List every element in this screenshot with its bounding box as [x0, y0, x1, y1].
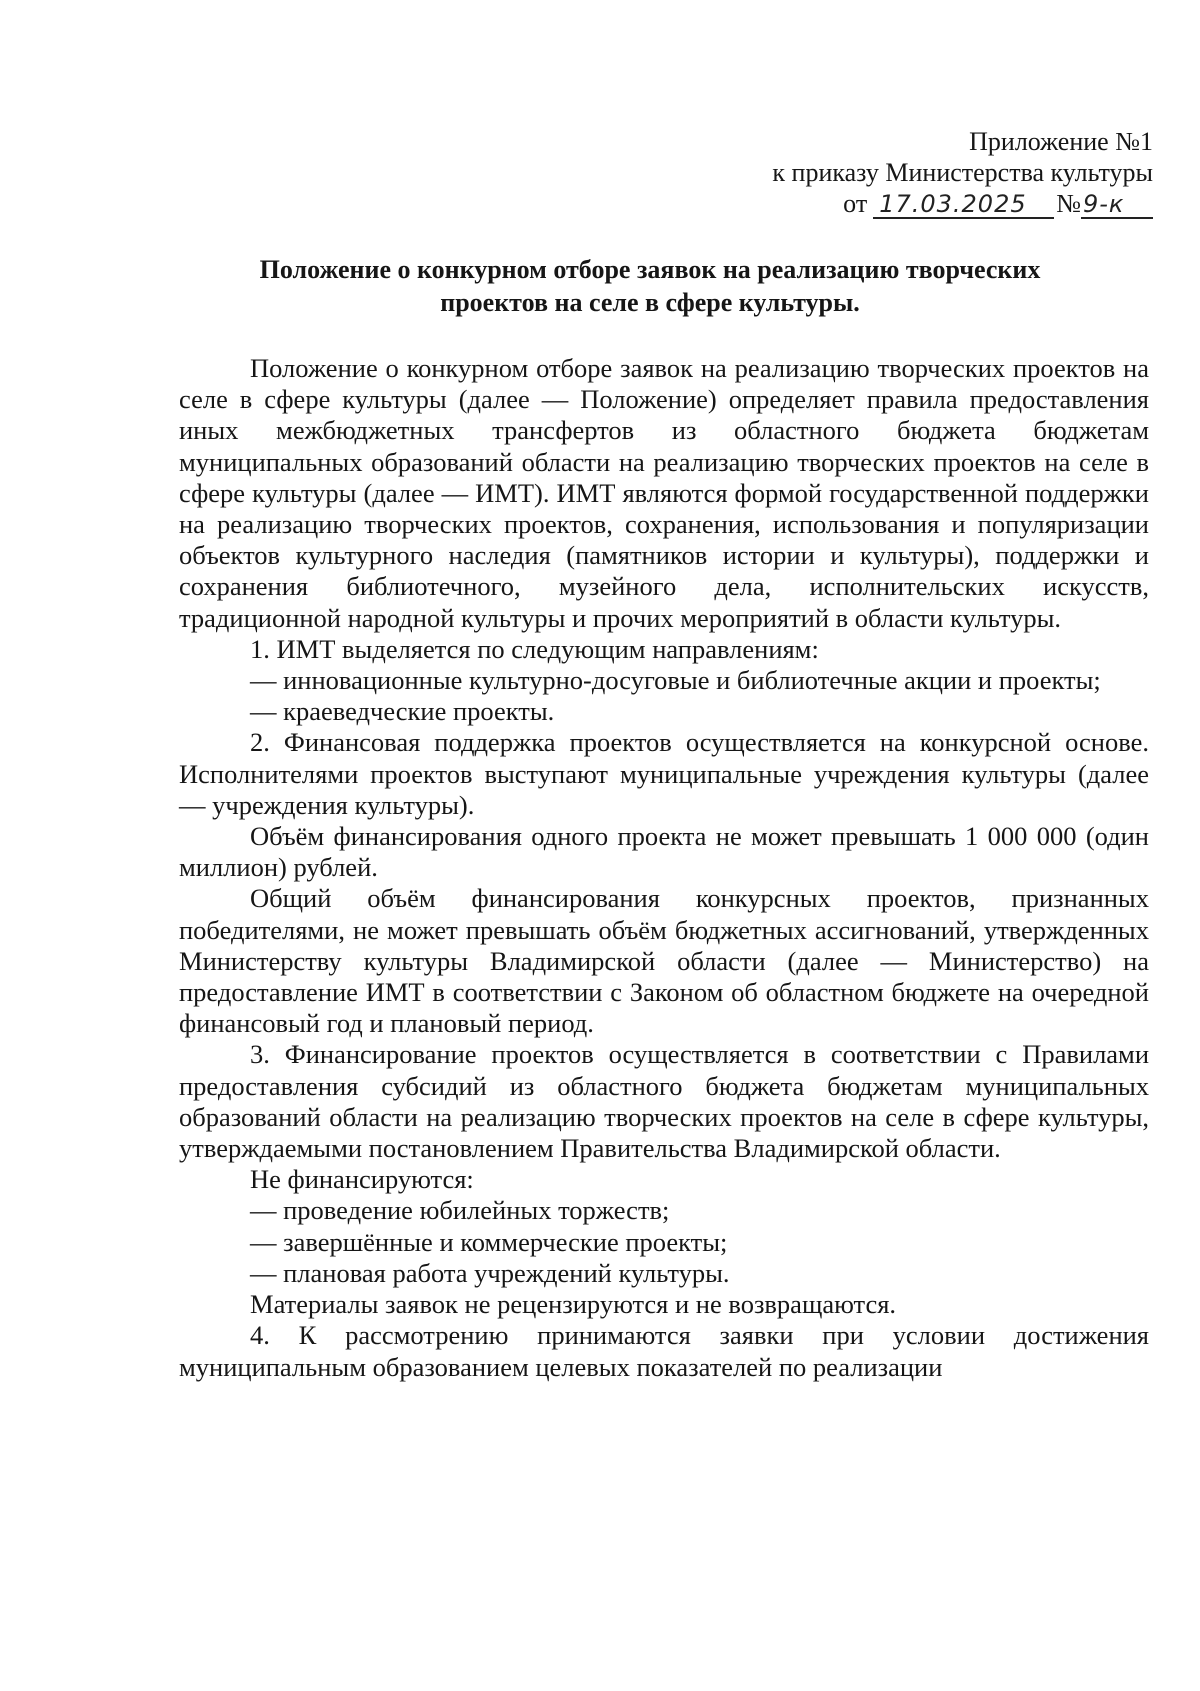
paragraph-intro: Положение о конкурном отборе заявок на реализацию творческих проектов на селе в сфере культуры (далее — Положение) определяет правила предоставления иных межбюджетных трансфертов из областного бюджета бюджетам муниципальных образований области на реализацию творческих проектов на селе в сфере культуры (далее — ИМТ). ИМТ являются формой государственной поддержки на реализацию творческих проектов, сохранения, использования и популяризации объектов культурного наследия (памятников истории и культуры), поддержки и сохранения библиотечного, музейного дела, исполнительских искусств, традиционной народной культуры и прочих мероприятий в области культуры. [179, 353, 1149, 633]
paragraph-section-4: 4. К рассмотрению принимаются заявки при условии достижения муниципальным образованием целевых показателей по реализации [179, 1320, 1149, 1382]
handwritten-date: 17.03.2025 [879, 190, 1027, 218]
title-line-1: Положение о конкурном отборе заявок на реализацию творческих [259, 255, 1041, 284]
order-reference: к приказу Министерства культуры [772, 158, 1153, 187]
handwritten-number: 9-к [1083, 190, 1125, 218]
paragraph-materials: Материалы заявок не рецензируются и не возвращаются. [250, 1289, 897, 1320]
list-item: — проведение юбилейных торжеств; [250, 1195, 670, 1226]
order-number-field [1081, 191, 1153, 219]
list-item: — инновационные культурно-досуговые и библиотечные акции и проекты; [250, 665, 1101, 696]
paragraph-total-funding: Общий объём финансирования конкурсных проектов, признанных победителями, не может превышать объём бюджетных ассигнований, утвержденных Министерству культуры Владимирской области (далее — Министерство) на предоставление ИМТ в соответствии с Законом об областном бюджете на очередной финансовый год и плановый период. [179, 883, 1149, 1039]
paragraph-section-2: 2. Финансовая поддержка проектов осуществляется на конкурсной основе. Исполнителями проектов выступают муниципальные учреждения культуры (далее — учреждения культуры). [179, 727, 1149, 820]
list-item: — краеведческие проекты. [250, 696, 555, 727]
document-title [160, 253, 1140, 319]
appendix-header [633, 126, 1153, 219]
from-label: от [843, 189, 868, 218]
order-date-field [873, 191, 1054, 219]
number-label: № [1056, 189, 1081, 218]
paragraph-section-1: 1. ИМТ выделяется по следующим направлениям: [250, 633, 819, 664]
paragraph-funding-limit: Объём финансирования одного проекта не может превышать 1 000 000 (один миллион) рублей. [179, 821, 1149, 883]
order-date-number-line [633, 188, 1153, 219]
title-line-2: проектов на селе в сфере культуры. [440, 288, 860, 317]
appendix-number: Приложение №1 [969, 127, 1153, 156]
paragraph-section-3: 3. Финансирование проектов осуществляется в соответствии с Правилами предоставления субсидий из областного бюджета бюджетам муниципальных образований области на реализацию творческих проектов на селе в сфере культуры, утверждаемыми постановлением Правительства Владимирской области. [179, 1039, 1149, 1164]
paragraph-not-funded: Не финансируются: [250, 1164, 474, 1195]
list-item: — плановая работа учреждений культуры. [250, 1257, 730, 1288]
list-item: — завершённые и коммерческие проекты; [250, 1226, 728, 1257]
document-body [179, 353, 1149, 1383]
